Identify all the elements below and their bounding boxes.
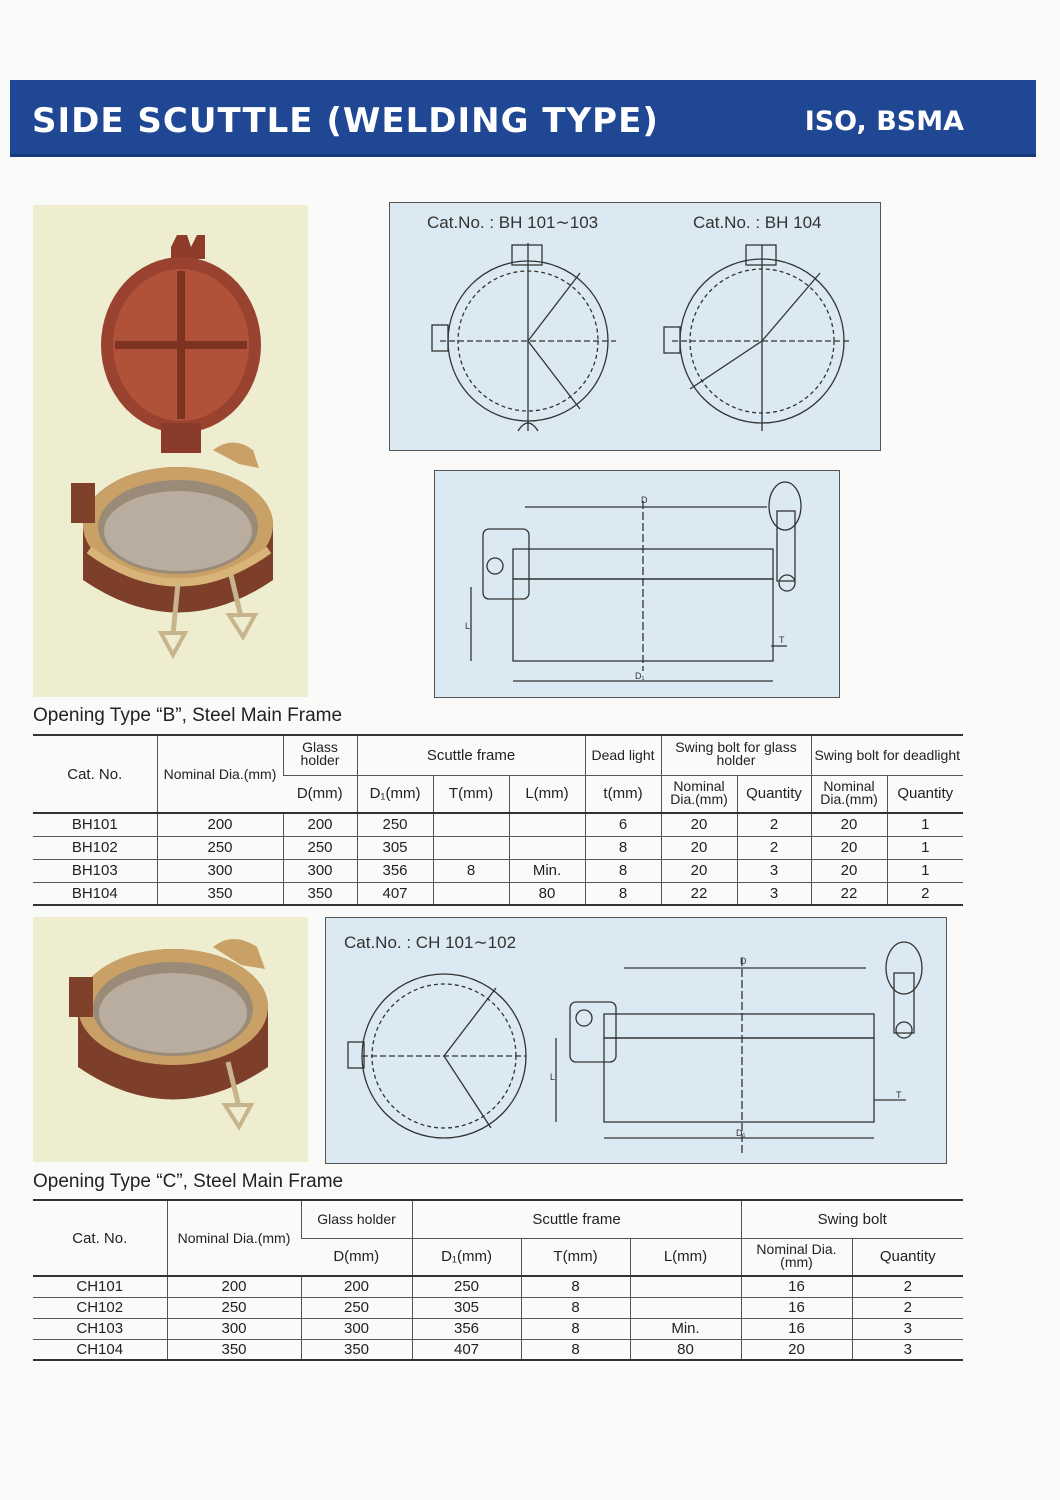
- drawing-type-c: [325, 917, 947, 1164]
- col-d1-c: D₁(mm): [412, 1238, 521, 1276]
- table-row: [33, 882, 963, 905]
- table-cell: [630, 1297, 741, 1318]
- dim-l-c: L: [550, 1072, 556, 1082]
- table-cell: 250: [157, 836, 283, 859]
- table-cell: 20: [661, 813, 737, 836]
- table-cell: CH102: [33, 1297, 167, 1318]
- table-cell: 8: [521, 1297, 630, 1318]
- col-bolt-glass-qty: Quantity: [737, 775, 811, 813]
- table-cell: 305: [357, 836, 433, 859]
- drawing-c-views: [326, 918, 946, 1163]
- table-cell: 8: [585, 836, 661, 859]
- table-cell: 20: [661, 836, 737, 859]
- table-cell: 1: [887, 836, 963, 859]
- table-cell: 8: [521, 1276, 630, 1297]
- table-row: [33, 813, 963, 836]
- dim-d1: D₁: [635, 671, 645, 681]
- table-cell: 20: [661, 859, 737, 882]
- col-l: L(mm): [509, 775, 585, 813]
- col-cat-no: Cat. No.: [33, 735, 157, 813]
- col-swing-bolt-dead: Swing bolt for deadlight: [811, 735, 963, 775]
- col-glass-holder: Glass holder: [283, 735, 357, 775]
- table-row: [33, 1339, 963, 1360]
- dim-d: D: [641, 495, 648, 505]
- table-cell: 2: [852, 1297, 963, 1318]
- drawing-caption-ch101-102: Cat.No. : CH 101∼102: [344, 933, 517, 952]
- col-t-c: T(mm): [521, 1238, 630, 1276]
- table-cell: 80: [509, 882, 585, 905]
- col-bolt-dead-dia: Nominal Dia.(mm): [811, 775, 887, 813]
- table-cell: 3: [737, 882, 811, 905]
- table-cell: 8: [521, 1339, 630, 1360]
- table-cell: Min.: [509, 859, 585, 882]
- dim-d1-c: D₁: [736, 1128, 746, 1138]
- col-dead-light: Dead light: [585, 735, 661, 775]
- table-cell: 250: [301, 1297, 412, 1318]
- col-bolt-qty-c: Quantity: [852, 1238, 963, 1276]
- col-nominal: Nominal Dia.(mm): [157, 735, 283, 813]
- table-cell: [433, 836, 509, 859]
- table-cell: BH102: [33, 836, 157, 859]
- table-cell: 356: [412, 1318, 521, 1339]
- drawing-caption-bh101-103: Cat.No. : BH 101∼103: [427, 213, 599, 232]
- dim-d-c: D: [740, 956, 747, 966]
- col-scuttle-frame: Scuttle frame: [357, 735, 585, 775]
- front-view-outline: [390, 203, 880, 450]
- col-swing-bolt-glass: Swing bolt for glass holder: [661, 735, 811, 775]
- table-cell: 80: [630, 1339, 741, 1360]
- col-d-c: D(mm): [301, 1238, 412, 1276]
- table-cell: 407: [357, 882, 433, 905]
- side-scuttle-open-photo: [33, 205, 308, 697]
- table-cell: 350: [167, 1339, 301, 1360]
- table-cell: 16: [741, 1297, 852, 1318]
- table-cell: 300: [283, 859, 357, 882]
- section-view-b: [435, 471, 839, 697]
- table-cell: 300: [167, 1318, 301, 1339]
- table-cell: 20: [811, 859, 887, 882]
- table-cell: 6: [585, 813, 661, 836]
- col-d1: D₁(mm): [357, 775, 433, 813]
- table-cell: 16: [741, 1318, 852, 1339]
- table-cell: [433, 813, 509, 836]
- page-title: SIDE SCUTTLE (WELDING TYPE): [32, 101, 659, 141]
- table-cell: 407: [412, 1339, 521, 1360]
- section-c-title: Opening Type “C”, Steel Main Frame: [33, 1171, 344, 1192]
- col-glass-holder-c: Glass holder: [301, 1200, 412, 1238]
- dim-t-c: T: [896, 1090, 902, 1100]
- table-cell: 1: [887, 859, 963, 882]
- spec-table-b: [33, 734, 963, 906]
- table-row: [33, 1276, 963, 1297]
- drawing-front-views-b: [389, 202, 881, 451]
- table-cell: 8: [585, 882, 661, 905]
- table-cell: CH103: [33, 1318, 167, 1339]
- table-cell: 200: [283, 813, 357, 836]
- table-cell: BH101: [33, 813, 157, 836]
- table-cell: 250: [357, 813, 433, 836]
- col-cat-no-c: Cat. No.: [33, 1200, 167, 1276]
- table-cell: 200: [157, 813, 283, 836]
- col-d: D(mm): [283, 775, 357, 813]
- standards-label: ISO, BSMA: [804, 106, 964, 137]
- table-cell: 20: [811, 813, 887, 836]
- dim-l: L: [465, 621, 471, 631]
- col-tt: t(mm): [585, 775, 661, 813]
- table-cell: Min.: [630, 1318, 741, 1339]
- table-cell: [509, 813, 585, 836]
- table-cell: 8: [585, 859, 661, 882]
- table-cell: BH103: [33, 859, 157, 882]
- col-bolt-dia-c: Nominal Dia.(mm): [741, 1238, 852, 1276]
- product-photo-type-c: [33, 917, 308, 1162]
- dim-t: T: [779, 635, 785, 645]
- table-cell: 300: [301, 1318, 412, 1339]
- drawing-section-b: [434, 470, 840, 698]
- table-cell: 350: [301, 1339, 412, 1360]
- table-cell: 3: [737, 859, 811, 882]
- side-scuttle-photo-c: [33, 917, 308, 1162]
- table-cell: 350: [157, 882, 283, 905]
- table-cell: 356: [357, 859, 433, 882]
- table-cell: BH104: [33, 882, 157, 905]
- col-t: T(mm): [433, 775, 509, 813]
- col-bolt-dead-qty: Quantity: [887, 775, 963, 813]
- table-cell: 250: [283, 836, 357, 859]
- table-cell: 20: [811, 836, 887, 859]
- table-cell: 8: [521, 1318, 630, 1339]
- header-banner: [10, 80, 1036, 157]
- table-cell: [630, 1276, 741, 1297]
- table-cell: CH104: [33, 1339, 167, 1360]
- table-cell: 2: [737, 836, 811, 859]
- section-b-title: Opening Type “B”, Steel Main Frame: [33, 705, 343, 726]
- table-cell: 350: [283, 882, 357, 905]
- col-scuttle-frame-c: Scuttle frame: [412, 1200, 741, 1238]
- product-photo-type-b: [33, 205, 308, 697]
- table-cell: 8: [433, 859, 509, 882]
- table-cell: CH101: [33, 1276, 167, 1297]
- table-cell: 1: [887, 813, 963, 836]
- table-row: [33, 1297, 963, 1318]
- table-cell: 22: [661, 882, 737, 905]
- table-cell: 2: [852, 1276, 963, 1297]
- table-cell: 3: [852, 1339, 963, 1360]
- table-cell: 22: [811, 882, 887, 905]
- table-cell: 2: [887, 882, 963, 905]
- col-l-c: L(mm): [630, 1238, 741, 1276]
- drawing-caption-bh104: Cat.No. : BH 104: [693, 213, 822, 232]
- table-row: [33, 1318, 963, 1339]
- table-cell: 16: [741, 1276, 852, 1297]
- table-cell: 200: [301, 1276, 412, 1297]
- table-cell: [433, 882, 509, 905]
- col-swing-bolt-c: Swing bolt: [741, 1200, 963, 1238]
- table-cell: 300: [157, 859, 283, 882]
- table-cell: [509, 836, 585, 859]
- table-cell: 250: [412, 1276, 521, 1297]
- table-row: [33, 859, 963, 882]
- col-nominal-c: Nominal Dia.(mm): [167, 1200, 301, 1276]
- table-row: [33, 836, 963, 859]
- table-cell: 200: [167, 1276, 301, 1297]
- table-cell: 305: [412, 1297, 521, 1318]
- table-cell: 20: [741, 1339, 852, 1360]
- col-bolt-glass-dia: Nominal Dia.(mm): [661, 775, 737, 813]
- table-cell: 250: [167, 1297, 301, 1318]
- table-cell: 3: [852, 1318, 963, 1339]
- spec-table-c: [33, 1199, 963, 1361]
- table-cell: 2: [737, 813, 811, 836]
